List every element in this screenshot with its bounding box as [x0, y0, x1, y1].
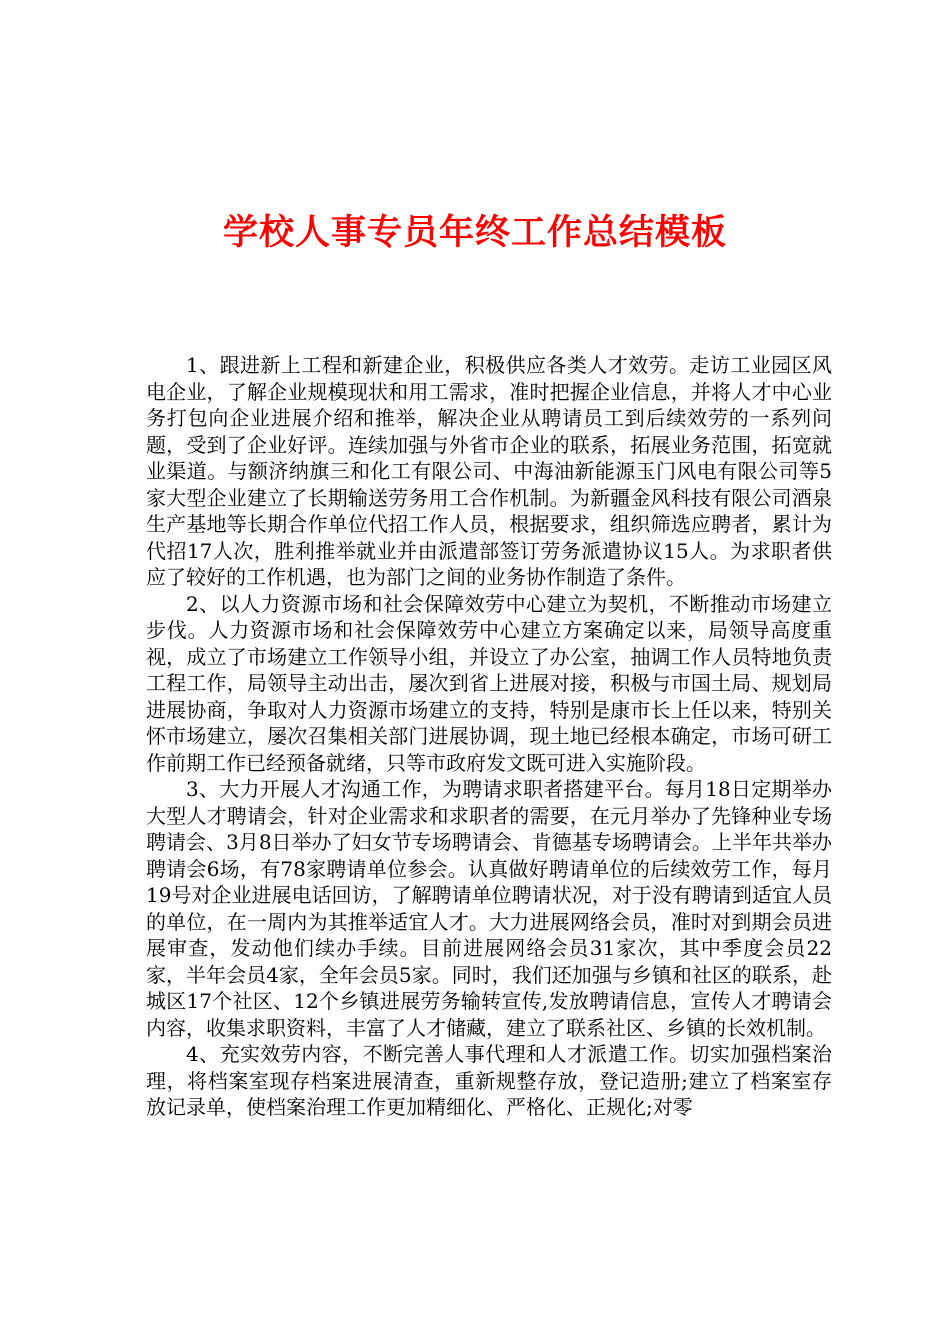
document-title: 学校人事专员年终工作总结模板	[222, 212, 727, 253]
document-body	[146, 352, 832, 1121]
paragraph-2: 2、以人力资源市场和社会保障效劳中心建立为契机，不断推动市场建立步伐。人力资源市场和社会保障效劳中心建立方案确定以来，局领导高度重视，成立了市场建立工作领导小组，并设立了办公室，抽调工作人员特地负责工程工作，局领导主动出击，屡次到省上进展对接，积极与市国土局、规划局进展协商，争取对人力资源市场建立的支持，特别是康市长上任以来，特别关怀市场建立，屡次召集相关部门进展协调，现土地已经根本确定，市场可研工作前期工作已经预备就绪，只等市政府发文既可进入实施阶段。	[146, 591, 832, 775]
paragraph-4: 4、充实效劳内容，不断完善人事代理和人才派遣工作。切实加强档案治理，将档案室现存档案进展清查，重新规整存放，登记造册;建立了档案室存放记录单，使档案治理工作更加精细化、严格化、正规化;对零	[146, 1042, 832, 1119]
paragraph-3: 3、大力开展人才沟通工作，为聘请求职者搭建平台。每月18日定期举办大型人才聘请会，针对企业需求和求职者的需要，在元月举办了先锋种业专场聘请会、3月8日举办了妇女节专场聘请会、肯德基专场聘请会。上半年共举办聘请会6场，有78家聘请单位参会。认真做好聘请单位的后续效劳工作，每月19号对企业进展电话回访，了解聘请单位聘请状况，对于没有聘请到适宜人员的单位，在一周内为其推举适宜人才。大力进展网络会员，准时对到期会员进展审查，发动他们续办手续。目前进展网络会员31家次，其中季度会员22家，半年会员4家，全年会员5家。同时，我们还加强与乡镇和社区的联系，赴城区17个社区、12个乡镇进展劳务输转宣传,发放聘请信息，宣传人才聘请会内容，收集求职资料，丰富了人才储藏，建立了联系社区、乡镇的长效机制。	[146, 777, 832, 1040]
paragraph-1: 1、跟进新上工程和新建企业，积极供应各类人才效劳。走访工业园区风电企业，了解企业规模现状和用工需求，准时把握企业信息，并将人才中心业务打包向企业进展介绍和推举，解决企业从聘请员工到后续效劳的一系列问题，受到了企业好评。连续加强与外省市企业的联系，拓展业务范围，拓宽就业渠道。与额济纳旗三和化工有限公司、中海油新能源玉门风电有限公司等5家大型企业建立了长期输送劳务用工合作机制。为新疆金风科技有限公司酒泉生产基地等长期合作单位代招工作人员，根据要求，组织筛选应聘者，累计为代招17人次，胜利推举就业并由派遣部签订劳务派遣协议15人。为求职者供应了较好的工作机遇，也为部门之间的业务协作制造了条件。	[146, 353, 832, 589]
